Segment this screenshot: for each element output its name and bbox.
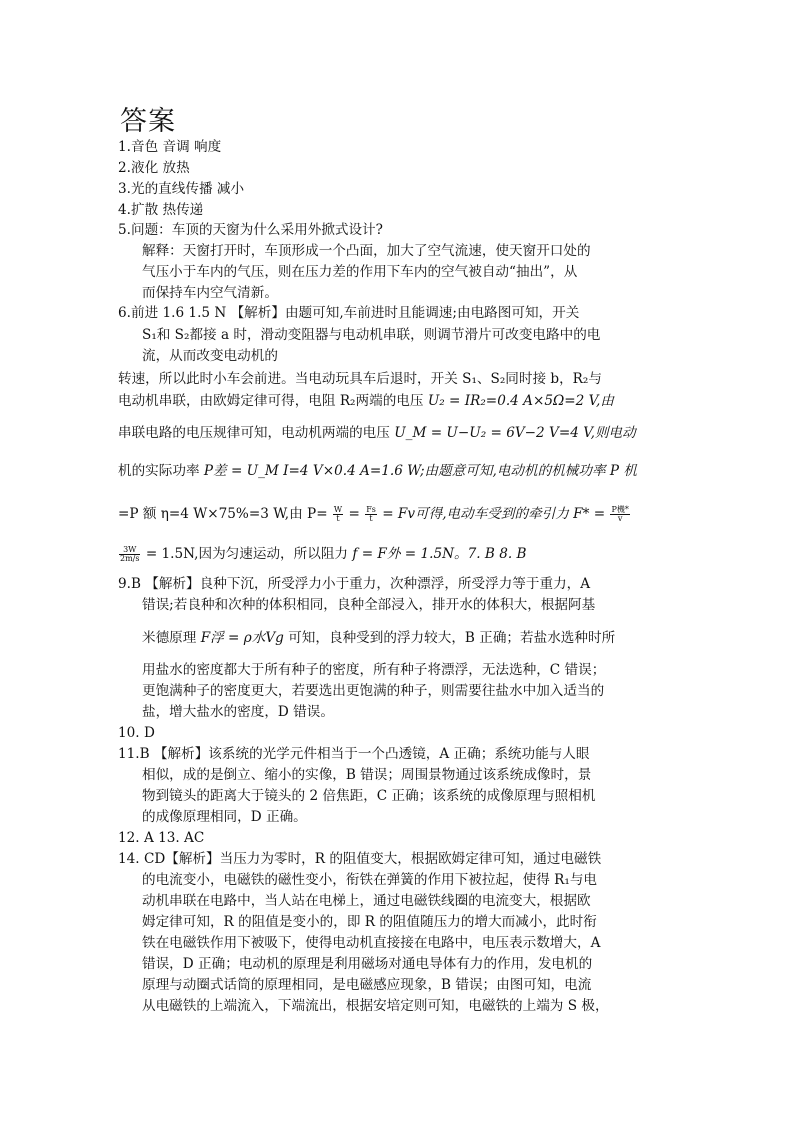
formula-power: P差 = U_M I=4 V×0.4 A=1.6 W;由题意可知,电动机的机械功率 P 机: [203, 463, 637, 479]
answer-line-31: 的电流变小，电磁铁的磁性变小，衔铁在弹簧的作用下被拉起，使得 R₁与电: [142, 872, 598, 888]
fraction-w-t: $\frac{W}{t}$: [333, 505, 343, 523]
formula-friction: f = F外 = 1.5N。7. B 8. B: [352, 546, 527, 562]
answer-line-8: 而保持车内空气清新。: [142, 285, 278, 301]
answer-line-30: 14. CD【解析】当压力为零时，R 的阻值变大，根据欧姆定律可知，通过电磁铁: [118, 851, 602, 867]
answer-line-12: 转速，所以此时小车会前进。当电动玩具车后退时，开关 S₁、S₂同时接 b，R₂与: [118, 371, 602, 387]
answer-line-34: 铁在电磁铁作用下被吸下，使得电动机直接接在电路中，电压表示数增大，A: [142, 935, 601, 951]
answer-line-6: 解释：天窗打开时，车顶形成一个凸面，加大了空气流速，使天窗开口处的: [142, 243, 591, 259]
answer-line-15: [118, 465, 637, 479]
answer-line-16-text: =P 额 η=4 W×75%=3 W,由 P=: [118, 506, 328, 522]
answer-line-15-text: 机的实际功率: [118, 463, 200, 479]
answer-line-19: 错误;若良种和次种的体积相同，良种全部浸入，排开水的体积大，根据阿基: [142, 597, 596, 613]
answer-line-28: 的成像原理相同，D 正确。: [142, 809, 307, 825]
answer-line-37: 从电磁铁的上端流入，下端流出，根据安培定则可知，电磁铁的上端为 S 极，: [142, 998, 609, 1014]
answer-line-23: 盐，增大盐水的密度，D 错误。: [142, 704, 334, 720]
answer-line-33: 姆定律可知，R 的阻值是变小的，即 R 的阻值随压力的增大而减小，此时衔: [142, 914, 597, 930]
answer-line-29: 12. A 13. AC: [118, 830, 205, 846]
formula-buoyancy: F浮 = ρ水Vg: [200, 630, 284, 646]
answer-line-35: 错误，D 正确；电动机的原理是利用磁场对通电导体有力的作用，发电机的: [142, 956, 593, 972]
answer-line-14-text: 串联电路的电压规律可知，电动机两端的电压: [118, 425, 390, 441]
answer-line-36: 原理与动圈式话筒的原理相同，是电磁感应现象，B 错误；由图可知，电流: [142, 977, 592, 993]
answer-line-13: [118, 395, 614, 409]
fraction-fs-t: $\frac{Fs}{t}$: [366, 505, 376, 523]
formula-um: U_M = U−U₂ = 6V−2 V=4 V,则电动: [394, 425, 636, 441]
answer-line-1: 1.音色 音调 响度: [118, 139, 222, 155]
answer-line-16: =P 额 η=4 W×75%=3 W,由 P= $\frac{W}{t}$ = $\frac{Fs}{t}$ = Fv可得,电动车受到的牵引力 F* = $\frac{\text{P機*}}{v}$: [118, 505, 629, 523]
formula-u2: U₂ = IR₂=0.4 A×5Ω=2 V,由: [427, 393, 614, 409]
answer-line-20-text: 米德原理: [142, 630, 197, 646]
answer-line-20-rest: 可知，良种受到的浮力较大，B 正确；若盐水选种时所: [288, 630, 616, 646]
fraction-3w: $\frac{3W}{2m/s}$: [120, 545, 140, 563]
answer-line-18: 9.B 【解析】良种下沉，所受浮力小于重力，次种漂浮，所受浮力等于重力，A: [118, 576, 591, 592]
answer-line-17-text: = 1.5N,因为匀速运动，所以阻力: [145, 546, 349, 562]
answer-line-7: 气压小于车内的气压，则在压力差的作用下车内的空气被自动“抽出”，从: [142, 264, 578, 280]
answer-line-10: S₁和 S₂都接 a 时，滑动变阻器与电动机串联，则调节滑片可改变电路中的电: [142, 327, 601, 343]
answer-line-22: 更饱满种子的密度更大，若要选出更饱满的种子，则需要往盐水中加入适当的: [142, 683, 605, 699]
fraction-p-v: $\frac{\text{P機*}}{v}$: [611, 505, 629, 523]
answer-line-27: 物到镜头的距离大于镜头的 2 倍焦距，C 正确；该系统的成像原理与照相机: [142, 788, 596, 804]
answer-line-25: 11.B 【解析】该系统的光学元件相当于一个凸透镜，A 正确；系统功能与人眼: [118, 746, 590, 762]
answer-line-2: 2.液化 放热: [118, 160, 190, 176]
answer-line-3: 3.光的直线传播 减小: [118, 181, 245, 197]
answer-line-13-text: 电动机串联，由欧姆定律可得，电阻 R₂两端的电压: [118, 393, 424, 409]
answer-line-26: 相似，成的是倒立、缩小的实像，B 错误；周围景物通过该系统成像时，景: [142, 767, 592, 783]
answer-line-32: 动机串联在电路中，当人站在电梯上，通过电磁铁线圈的电流变大，根据欧: [142, 893, 591, 909]
page-title: 答案: [120, 106, 176, 137]
answer-line-9: 6.前进 1.6 1.5 N 【解析】由题可知,车前进时且能调速;由电路图可知，开关: [118, 305, 580, 321]
answer-line-21: 用盐水的密度都大于所有种子的密度，所有种子将漂浮，无法选种，C 错误；: [142, 662, 606, 678]
answer-line-11: 流，从而改变电动机的: [142, 348, 278, 364]
formula-fv: = Fv可得,电动车受到的牵引力 F* =: [382, 506, 606, 522]
answer-line-17: [118, 546, 526, 563]
answer-line-5: 5.问题：车顶的天窗为什么采用外掀式设计?: [118, 222, 383, 238]
answer-line-14: [118, 427, 636, 441]
answer-line-4: 4.扩散 热传递: [118, 202, 204, 218]
answer-line-20: [142, 632, 615, 646]
answer-line-24: 10. D: [118, 725, 155, 741]
